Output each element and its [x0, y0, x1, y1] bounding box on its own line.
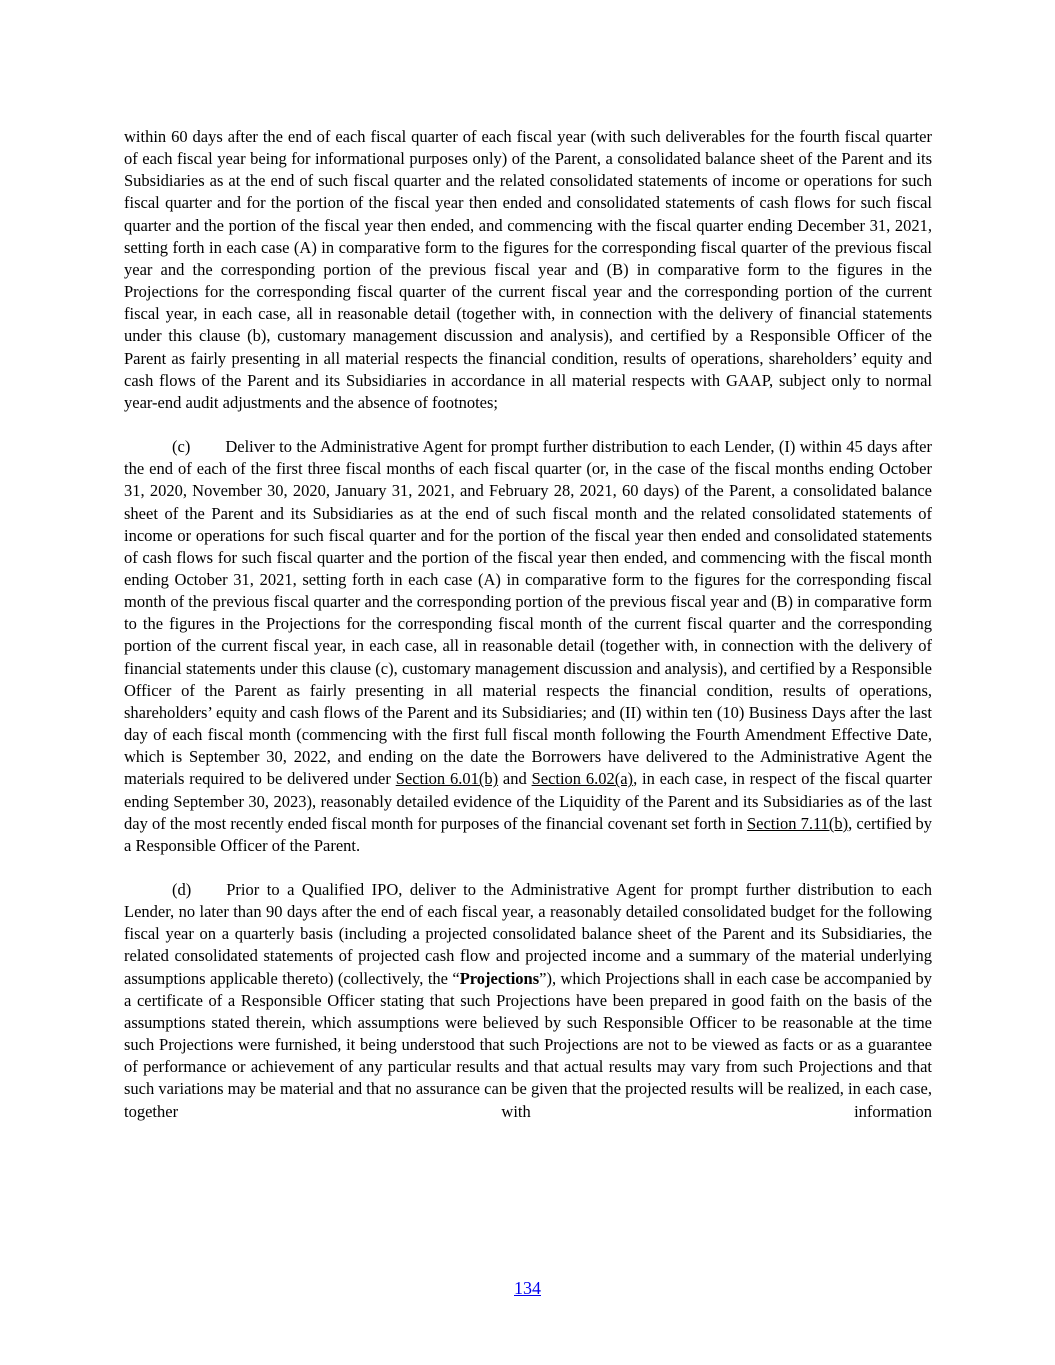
section-cross-reference-link[interactable]: Section 6.01(b): [395, 769, 499, 789]
paragraph-label: (c): [172, 437, 191, 457]
paragraph-b-continuation: [124, 126, 932, 414]
text-run: , certified by a Responsible Officer of the Parent.: [124, 813, 932, 855]
paragraph-c: [124, 436, 932, 857]
section-cross-reference-link[interactable]: Section 6.02(a): [531, 769, 634, 789]
section-cross-reference-link[interactable]: Section 7.11(b): [746, 813, 849, 833]
text-run: , in each case, in respect of the fiscal quarter ending September 30, 2023), reasonably detailed evidence of the Liquidity of the Parent and its Subsidiaries as of the last day of the most recently ended fiscal month for purposes of the financial covenant set forth in: [124, 769, 932, 833]
text-run: Prior to a Qualified IPO, deliver to the Administrative Agent for prompt further distribution to each Lender, no later than 90 days after the end of each fiscal year, a reasonably detailed consolidated budget for the following fiscal year on a quarterly basis (including a projected consolidated balance sheet of the Parent and its Subsidiaries, the related consolidated statements of projected cash flow and projected income and a summary of the material underlying assumptions applicable thereto) (collectively, the “: [124, 880, 932, 988]
document-body: [124, 126, 932, 1145]
paragraph-label: (d): [172, 880, 192, 899]
text-run: ”), which Projections shall in each case be accompanied by a certificate of a Responsible Officer stating that such Projections have been prepared in good faith on the basis of the assumptions stated therein, which assumptions were believed by such Responsible Officer to be reasonable at the time such Projections were furnished, it being understood that such Projections are not to be viewed as facts or as a guarantee of performance or achievement of any particular results and that actual results may vary from such Projections and that such variations may be material and that no assurance can be given that the projected results will be realized, in each case, together with information: [124, 968, 932, 1121]
page-footer: [0, 1277, 1055, 1299]
text-run: and: [498, 769, 532, 789]
defined-term-bold: Projections: [459, 968, 540, 988]
text-run: within 60 days after the end of each fiscal quarter of each fiscal year (with such deliverables for the fourth fiscal quarter of each fiscal year being for informational purposes only) of the Parent, a consolidated balance sheet of the Parent and its Subsidiaries as at the end of such fiscal quarter and the related consolidated statements of income or operations for such fiscal quarter and for the portion of the fiscal year then ended and consolidated statements of cash flows for such fiscal quarter and the portion of the fiscal year then ended, and commencing with the fiscal quarter ending December 31, 2021, setting forth in each case (A) in comparative form to the figures for the corresponding fiscal quarter of the previous fiscal year and the corresponding portion of the previous fiscal year and (B) in comparative form to the figures in the Projections for the corresponding fiscal quarter of the current fiscal year and the corresponding portion of the current fiscal year, in each case, all in reasonable detail (together with, in connection with the delivery of financial statements under this clause (b), customary management discussion and analysis), and certified by a Responsible Officer of the Parent as fairly presenting in all material respects the financial condition, results of operations, shareholders’ equity and cash flows of the Parent and its Subsidiaries in accordance in all material respects with GAAP, subject only to normal year-end audit adjustments and the absence of footnotes;: [124, 127, 932, 412]
text-run: Deliver to the Administrative Agent for prompt further distribution to each Lender, (I) within 45 days after the end of each of the first three fiscal months of each fiscal quarter (or, in the case of the fiscal months ending October 31, 2020, November 30, 2020, January 31, 2021, and February 28, 2021, 60 days) of the Parent, a consolidated balance sheet of the Parent and its Subsidiaries as at the end of such fiscal month and the related consolidated statements of income or operations for such fiscal quarter and for the portion of the fiscal year then ended and consolidated statements of cash flows for such fiscal quarter and the portion of the fiscal year then ended, and commencing with the fiscal month ending October 31, 2021, setting forth in each case (A) in comparative form to the figures for the corresponding fiscal month of the previous fiscal quarter and the corresponding portion of the previous fiscal year and (B) in comparative form to the figures in the Projections for the corresponding fiscal month of the current fiscal quarter and the corresponding portion of the current fiscal year, in each case, all in reasonable detail (together with, in connection with the delivery of financial statements under this clause (c), customary management discussion and analysis), and certified by a Responsible Officer of the Parent as fairly presenting in all material respects the financial condition, results of operations, shareholders’ equity and cash flows of the Parent and its Subsidiaries; and (II) within ten (10) Business Days after the last day of each fiscal month (commencing with the first full fiscal month following the Fourth Amendment Effective Date, which is September 30, 2022, and ending on the date the Borrowers have delivered to the Administrative Agent the materials required to be delivered under: [124, 437, 932, 789]
paragraph-d: [124, 879, 932, 1123]
page-number-link[interactable]: 134: [514, 1278, 541, 1298]
